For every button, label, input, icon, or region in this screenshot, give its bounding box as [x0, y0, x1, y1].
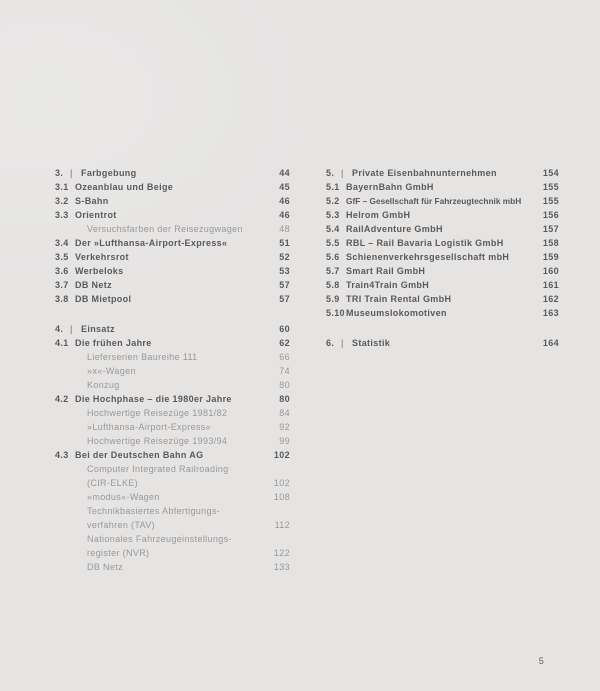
toc-entry-page-number: 158 — [542, 238, 559, 248]
toc-entry — [326, 194, 559, 208]
toc-entry-label: RBL – Rail Bavaria Logistik GmbH — [346, 238, 504, 248]
toc-section-heading — [326, 336, 559, 350]
toc-entry-number: 4.2 — [55, 394, 69, 404]
toc-entry-number: 4. — [55, 324, 64, 334]
toc-entry-page-number: 66 — [279, 352, 290, 362]
toc-subentry — [55, 532, 290, 546]
toc-entry-label: Werbeloks — [75, 266, 124, 276]
toc-entry — [326, 292, 559, 306]
toc-entry-number: 5.7 — [326, 266, 340, 276]
toc-entry-number: 5.3 — [326, 210, 340, 220]
page-number-footer: 5 — [538, 656, 544, 666]
toc-column-left — [55, 166, 290, 574]
toc-entry-page-number: 162 — [542, 294, 559, 304]
toc-entry-number: 5. — [326, 168, 335, 178]
toc-entry — [55, 278, 290, 292]
toc-entry-label: Private Eisenbahnunternehmen — [352, 168, 497, 178]
toc-entry-label: »modus«-Wagen — [87, 492, 160, 502]
toc-entry-label: »x«-Wagen — [87, 366, 136, 376]
toc-subentry — [55, 504, 290, 518]
toc-entry-page-number: 60 — [279, 324, 290, 334]
toc-entry-page-number: 163 — [542, 308, 559, 318]
toc-entry-number: 3.2 — [55, 196, 69, 206]
toc-entry — [55, 180, 290, 194]
toc-entry-number: 3.1 — [55, 182, 69, 192]
toc-section-heading — [55, 322, 290, 336]
toc-subentry — [55, 518, 290, 532]
toc-entry-page-number: 51 — [279, 238, 290, 248]
toc-entry-number: 5.9 — [326, 294, 340, 304]
toc-subentry — [55, 378, 290, 392]
toc-entry-page-number: 53 — [279, 266, 290, 276]
toc-subentry — [55, 364, 290, 378]
toc-entry-page-number: 112 — [274, 520, 290, 530]
toc-entry-page-number: 57 — [279, 280, 290, 290]
toc-entry — [326, 306, 559, 320]
toc-entry-number: 5.6 — [326, 252, 340, 262]
toc-entry-label: Technikbasiertes Abfertigungs- — [87, 506, 221, 516]
toc-entry-label: DB Netz — [87, 562, 123, 572]
toc-entry-label: Verkehrsrot — [75, 252, 129, 262]
toc-entry-page-number: 45 — [279, 182, 290, 192]
toc-entry-page-number: 99 — [279, 436, 290, 446]
toc-entry-number: 3.8 — [55, 294, 69, 304]
toc-entry-number: 4.3 — [55, 450, 69, 460]
toc-entry-label: Ozeanblau und Beige — [75, 182, 174, 192]
toc-entry-page-number: 80 — [279, 380, 290, 390]
toc-entry-page-number: 155 — [542, 196, 559, 206]
toc-entry-page-number: 160 — [542, 266, 559, 276]
toc-entry-number: 5.2 — [326, 196, 340, 206]
toc-subentry — [55, 476, 290, 490]
toc-entry — [326, 208, 559, 222]
toc-entry-page-number: 44 — [279, 168, 290, 178]
toc-entry-number: 3.5 — [55, 252, 69, 262]
toc-entry — [55, 448, 290, 462]
toc-entry-number: 5.4 — [326, 224, 340, 234]
toc-entry-label: register (NVR) — [87, 548, 150, 558]
toc-entry-label: Farbgebung — [81, 168, 137, 178]
toc-entry-page-number: 159 — [542, 252, 559, 262]
toc-entry — [55, 264, 290, 278]
heading-pipe-divider — [341, 336, 345, 350]
toc-entry-page-number: 156 — [542, 210, 559, 220]
toc-entry-page-number: 46 — [279, 210, 290, 220]
toc-entry — [55, 392, 290, 406]
toc-entry-label: Versuchsfarben der Reisezugwagen — [87, 224, 243, 234]
toc-entry-page-number: 122 — [273, 548, 290, 558]
toc-entry-label: Der »Lufthansa-Airport-Express« — [75, 238, 228, 248]
toc-entry-page-number: 52 — [279, 252, 290, 262]
toc-entry-label: RailAdventure GmbH — [346, 224, 443, 234]
toc-entry — [326, 264, 559, 278]
toc-section-heading — [326, 166, 559, 180]
toc-entry — [326, 180, 559, 194]
toc-subentry — [55, 490, 290, 504]
toc-entry-page-number: 157 — [542, 224, 559, 234]
toc-entry-label: Smart Rail GmbH — [346, 266, 426, 276]
toc-entry-label: Hochwertige Reisezüge 1981/82 — [87, 408, 228, 418]
toc-entry-label: Die Hochphase – die 1980er Jahre — [75, 394, 232, 404]
toc-entry-page-number: 74 — [279, 366, 290, 376]
toc-entry-label: TRI Train Rental GmbH — [346, 294, 452, 304]
toc-entry-number: 3.6 — [55, 266, 69, 276]
toc-subentry — [55, 222, 290, 236]
toc-entry-number: 5.10 — [326, 308, 345, 318]
toc-entry-label: Statistik — [352, 338, 391, 348]
toc-entry-page-number: 48 — [279, 224, 290, 234]
toc-entry — [326, 278, 559, 292]
toc-entry-number: 3. — [55, 168, 64, 178]
toc-entry-page-number: 108 — [273, 492, 290, 502]
toc-entry-label: (CIR-ELKE) — [87, 478, 139, 488]
toc-entry-label: »Lufthansa-Airport-Express« — [87, 422, 212, 432]
toc-entry-page-number: 92 — [279, 422, 290, 432]
toc-entry — [55, 250, 290, 264]
toc-subentry — [55, 350, 290, 364]
toc-entry-number: 3.3 — [55, 210, 69, 220]
toc-subentry — [55, 560, 290, 574]
toc-entry-page-number: 154 — [542, 168, 559, 178]
toc-entry-page-number: 155 — [542, 182, 559, 192]
toc-entry-label: Die frühen Jahre — [75, 338, 152, 348]
toc-entry-label: DB Netz — [75, 280, 112, 290]
toc-entry — [55, 236, 290, 250]
toc-subentry — [55, 546, 290, 560]
toc-entry — [326, 222, 559, 236]
toc-entry-label: Konzug — [87, 380, 120, 390]
toc-entry-label: Computer Integrated Railroading — [87, 464, 229, 474]
toc-entry-page-number: 102 — [273, 450, 290, 460]
toc-subentry — [55, 406, 290, 420]
toc-entry-label: S-Bahn — [75, 196, 109, 206]
toc-entry — [55, 194, 290, 208]
toc-entry-label: Lieferserien Baureihe 111 — [87, 352, 198, 362]
toc-entry-page-number: 161 — [542, 280, 559, 290]
toc-entry-page-number: 57 — [279, 294, 290, 304]
toc-entry-number: 5.1 — [326, 182, 340, 192]
toc-entry-number: 5.8 — [326, 280, 340, 290]
toc-entry-number: 6. — [326, 338, 335, 348]
toc-entry-label: Helrom GmbH — [346, 210, 411, 220]
toc-subentry — [55, 420, 290, 434]
toc-entry-label: Schienenverkehrsgesellschaft mbH — [346, 252, 510, 262]
toc-entry-label: GfF – Gesellschaft für Fahrzeugtechnik mbH — [346, 196, 522, 206]
toc-entry-label: Hochwertige Reisezüge 1993/94 — [87, 436, 228, 446]
toc-subentry — [55, 462, 290, 476]
toc-subentry — [55, 434, 290, 448]
toc-entry-label: BayernBahn GmbH — [346, 182, 434, 192]
toc-section-heading — [55, 166, 290, 180]
toc-entry — [55, 208, 290, 222]
toc-entry-page-number: 84 — [279, 408, 290, 418]
heading-pipe-divider — [341, 166, 345, 180]
toc-entry-number: 3.7 — [55, 280, 69, 290]
toc-entry-page-number: 46 — [279, 196, 290, 206]
toc-entry-page-number: 62 — [279, 338, 290, 348]
toc-entry-number: 3.4 — [55, 238, 69, 248]
toc-entry-label: Einsatz — [81, 324, 115, 334]
toc-column-right — [326, 166, 559, 350]
toc-entry-page-number: 164 — [542, 338, 559, 348]
toc-entry-label: Bei der Deutschen Bahn AG — [75, 450, 204, 460]
toc-entry — [55, 292, 290, 306]
toc-entry-page-number: 133 — [273, 562, 290, 572]
toc-entry-label: Nationales Fahrzeugeinstellungs- — [87, 534, 232, 544]
heading-pipe-divider — [70, 322, 74, 336]
toc-entry-label: Museumslokomotiven — [346, 308, 447, 318]
toc-entry-label: Train4Train GmbH — [346, 280, 430, 290]
toc-entry-number: 5.5 — [326, 238, 340, 248]
toc-entry — [55, 336, 290, 350]
toc-entry — [326, 250, 559, 264]
toc-entry-label: DB Mietpool — [75, 294, 132, 304]
toc-entry-number: 4.1 — [55, 338, 69, 348]
toc-entry-page-number: 102 — [273, 478, 290, 488]
toc-entry-page-number: 80 — [279, 394, 290, 404]
toc-entry — [326, 236, 559, 250]
toc-entry-label: Orientrot — [75, 210, 117, 220]
toc-entry-label: verfahren (TAV) — [87, 520, 155, 530]
heading-pipe-divider — [70, 166, 74, 180]
